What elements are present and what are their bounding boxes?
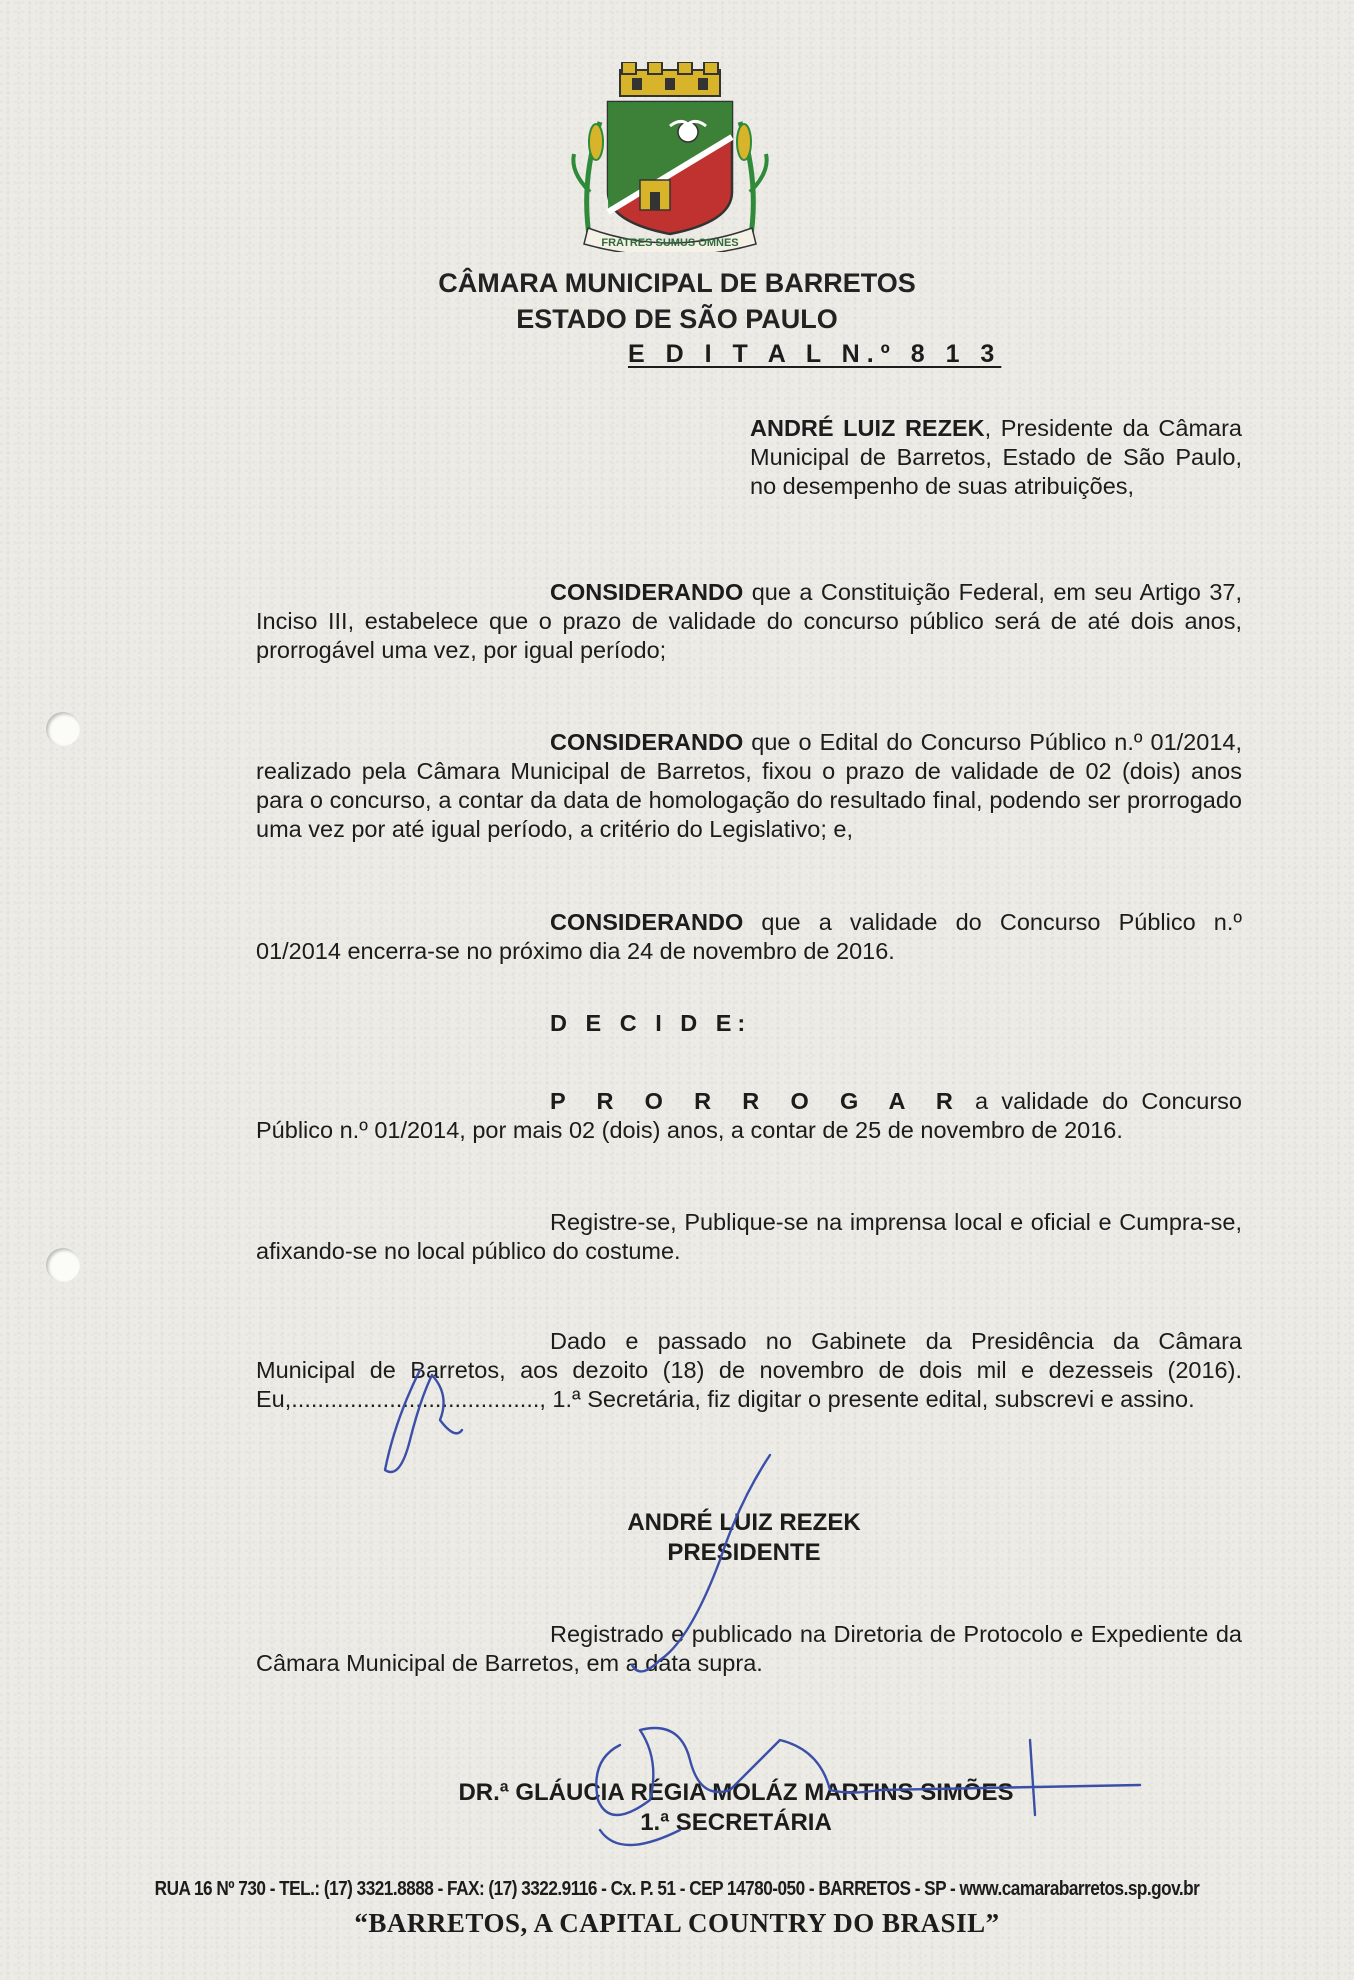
considerando-keyword: CONSIDERANDO (550, 909, 744, 935)
prorrogar-keyword: P R O R R O G A R (550, 1088, 962, 1114)
considerando-text: que o Edital do Concurso Público n.º 01/2014, realizado pela Câmara Municipal de Barretos, fixou o prazo de validade de 02 (dois) anos para o concurso, a contar da data de homologação do resultado final, podendo ser prorrogado uma vez por até igual período, a critério do Legislativo; e, (256, 729, 1242, 842)
registre-text: Registre-se, Publique-se na imprensa local e oficial e Cumpra-se, afixando-se no local público do costume. (256, 1209, 1242, 1264)
intro-text: , Presidente da Câmara Municipal de Barretos, Estado de São Paulo, no desempenho de suas atribuições, (750, 415, 1242, 499)
secretary-signature (596, 1728, 1140, 1845)
considerando-text: que a validade do Concurso Público n.º 01/2014 encerra-se no próximo dia 24 de novembro de 2016. (256, 909, 1242, 964)
signatory-name: DR.ª GLÁUCIA RÉGIA MOLÁZ MARTINS SIMÕES (458, 1779, 1014, 1806)
crest-motto: FRATRES SUMUS OMNES (601, 237, 739, 249)
edital-title: E D I T A L N.º 8 1 3 (628, 340, 1002, 368)
institution-name: CÂMARA MUNICIPAL DE BARRETOS (438, 268, 916, 298)
prorrogar-text: a validade do Concurso Público n.º 01/2014, por mais 02 (dois) anos, a contar de 25 de novembro de 2016. (256, 1088, 1242, 1143)
dado-text: Dado e passado no Gabinete da Presidência da Câmara Municipal de Barretos, aos dezoito (18) de novembro de dois mil e dezesseis (2016). Eu,......................................, 1.ª Secretária, fiz digitar o presente edital, subscrevi e assino. (256, 1328, 1242, 1412)
considerando-text: que a Constituição Federal, em seu Artigo 37, Inciso III, estabelece que o prazo de validade do concurso público será de até dois anos, prorrogável uma vez, por igual período; (256, 579, 1242, 663)
considerando-keyword: CONSIDERANDO (550, 579, 744, 605)
state-name: ESTADO DE SÃO PAULO (516, 304, 838, 334)
signatory-title: PRESIDENTE (667, 1539, 821, 1566)
considerando-keyword: CONSIDERANDO (550, 729, 744, 755)
footer-address: RUA 16 Nº 730 - TEL.: (17) 3321.8888 - FAX: (17) 3322.9116 - Cx. P. 51 - CEP 14780-050 - BARRETOS - SP - www.camarabarretos.sp.gov.br (154, 1878, 1200, 1900)
decide-heading: D E C I D E: (550, 1010, 752, 1036)
president-signature (632, 1455, 770, 1671)
president-name: ANDRÉ LUIZ REZEK (750, 415, 985, 441)
punch-hole (46, 712, 80, 746)
signatory-name: ANDRÉ LUIZ REZEK (627, 1509, 861, 1536)
registrado-text: Registrado e publicado na Diretoria de Protocolo e Expediente da Câmara Municipal de Barretos, em a data supra. (256, 1621, 1242, 1676)
footer-motto: “BARRETOS, A CAPITAL COUNTRY DO BRASIL” (354, 1908, 1000, 1938)
punch-hole (46, 1248, 80, 1282)
initials-signature (385, 1370, 462, 1472)
signatory-title: 1.ª SECRETÁRIA (640, 1809, 832, 1836)
